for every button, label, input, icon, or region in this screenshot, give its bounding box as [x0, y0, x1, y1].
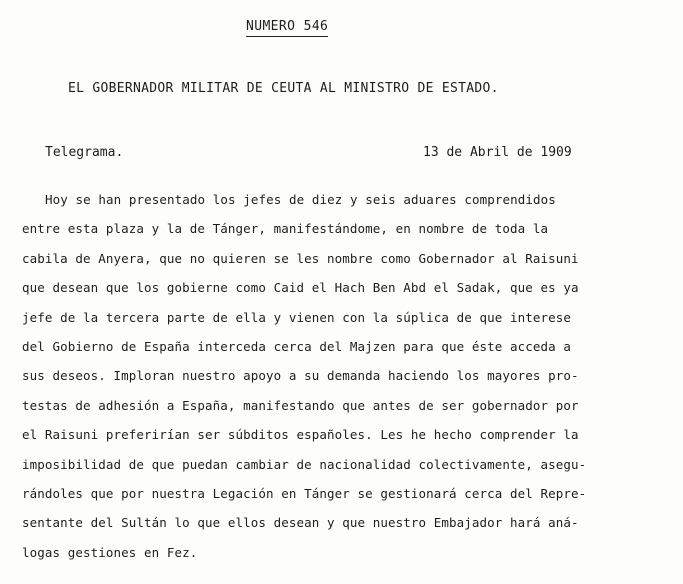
body-line: que desean que los gobierne como Caid el Hach Ben Abd el Sadak, que es ya [22, 280, 579, 296]
document-number-heading: NUMERO 546 [246, 19, 328, 37]
body-line: cabila de Anyera, que no quieren se les nombre como Gobernador al Raisuni [22, 250, 579, 266]
document-date: 13 de Abril de 1909 [423, 145, 572, 160]
body-line: testas de adhesión a España, manifestando que antes de ser gobernador por [22, 397, 579, 413]
document-body [22, 185, 672, 567]
body-line: entre esta plaza y la de Tánger, manifestándome, en nombre de toda la [22, 221, 549, 237]
body-line: el Raisuni preferirían ser súbditos españoles. Les he hecho comprender la [22, 427, 579, 443]
document-subtitle: EL GOBERNADOR MILITAR DE CEUTA AL MINISTRO DE ESTADO. [68, 81, 499, 96]
body-line: logas gestiones en Fez. [22, 544, 198, 560]
body-line: Hoy se han presentado los jefes de diez y seis aduares comprendidos [45, 192, 556, 207]
body-line: sentante del Sultán lo que ellos desean y que nuestro Embajador hará aná- [22, 515, 579, 531]
body-line: jefe de la tercera parte de ella y vienen con la súplica de que interese [22, 309, 572, 325]
body-line: sus deseos. Imploran nuestro apoyo a su demanda haciendo los mayores pro- [22, 368, 579, 384]
body-line: del Gobierno de España interceda cerca del Majzen para que éste acceda a [22, 338, 572, 354]
document-kind: Telegrama. [45, 145, 124, 160]
body-line: rándoles que por nuestra Legación en Tánger se gestionará cerca del Repre- [22, 485, 587, 501]
body-line: imposibilidad de que puedan cambiar de nacionalidad colectivamente, asegu- [22, 456, 587, 472]
